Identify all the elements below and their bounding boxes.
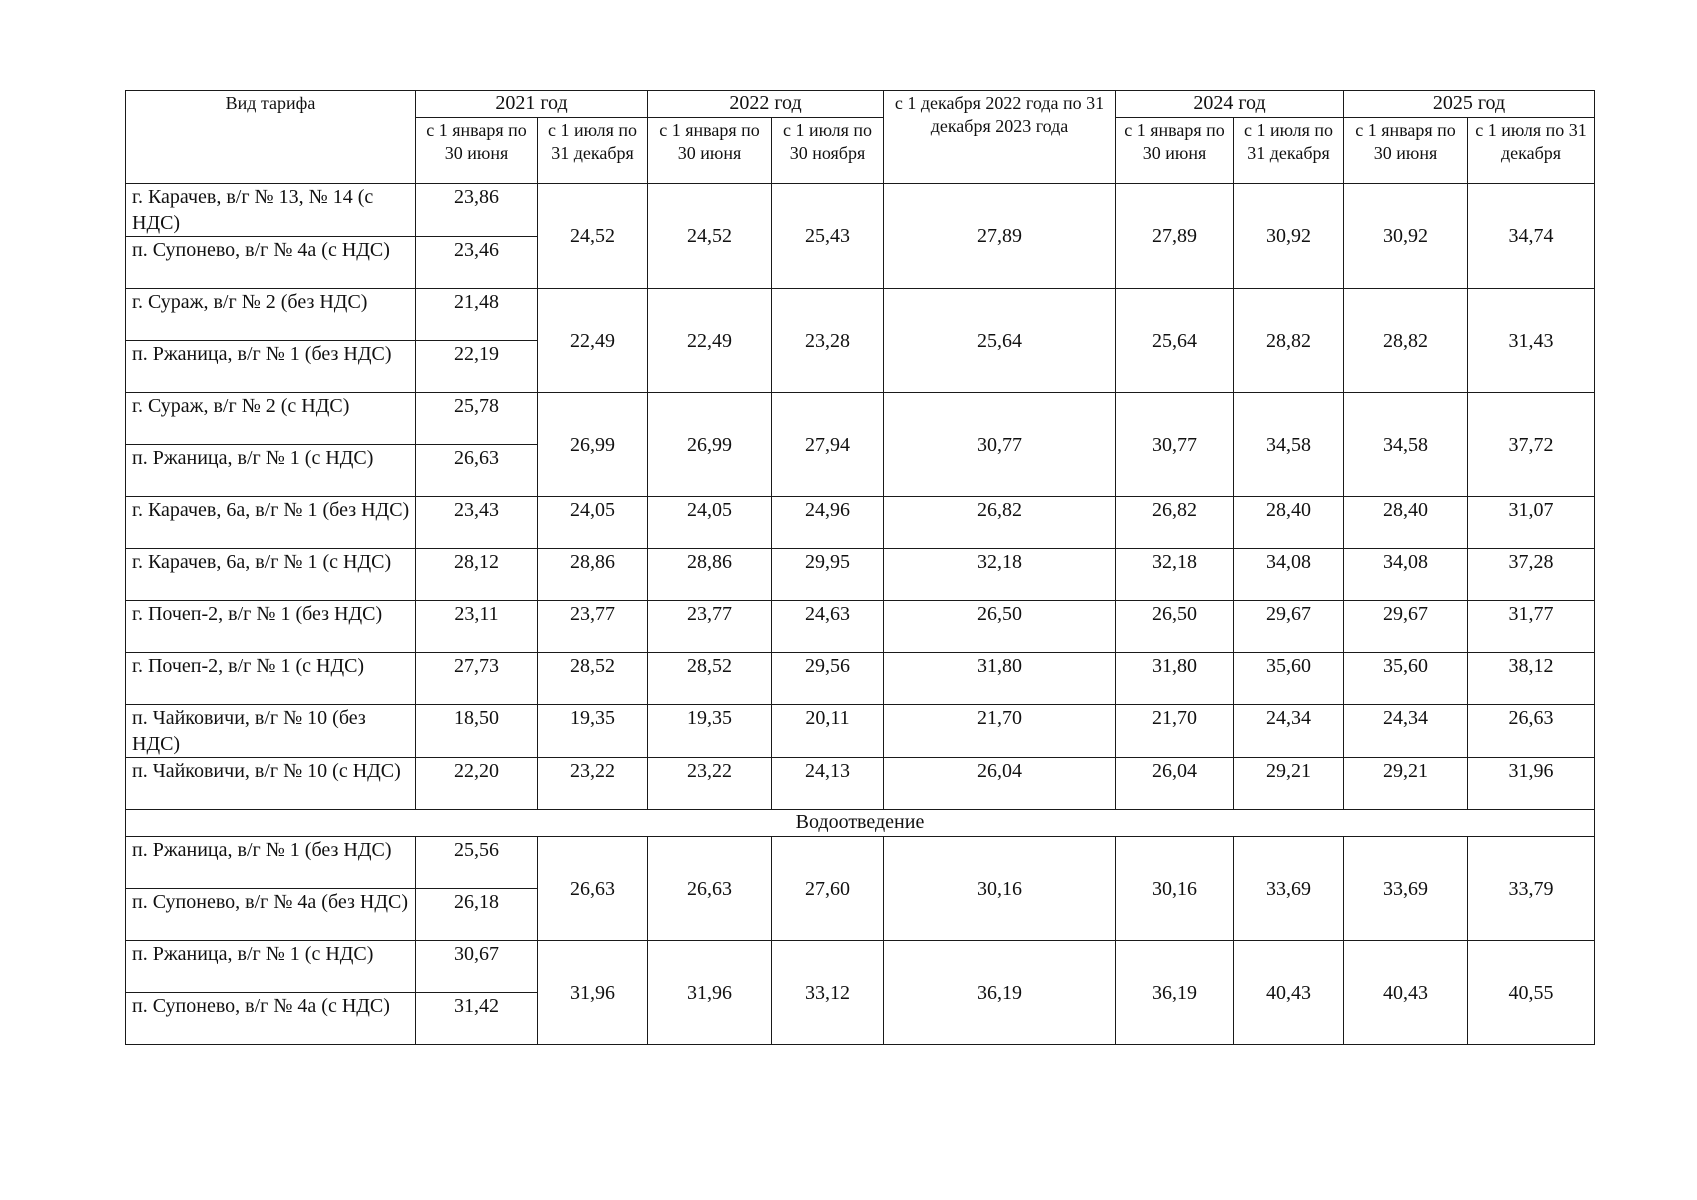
tariff-value: 29,67: [1234, 601, 1344, 653]
tariff-table: [125, 90, 1595, 1045]
header-period: с 1 января по 30 июня: [416, 118, 538, 184]
header-period: с 1 июля по 31 декабря: [1234, 118, 1344, 184]
tariff-name: п. Чайковичи, в/г № 10 (без НДС): [126, 705, 416, 758]
tariff-value: 26,63: [416, 445, 538, 497]
tariff-value: 33,12: [772, 941, 884, 1045]
header-year-2025: 2025 год: [1344, 91, 1595, 118]
tariff-value: 23,43: [416, 497, 538, 549]
tariff-name: г. Сураж, в/г № 2 (без НДС): [126, 289, 416, 341]
tariff-value: 31,43: [1468, 289, 1595, 393]
header-tariff-type: Вид тарифа: [126, 91, 416, 184]
table-row: [126, 758, 1595, 810]
tariff-value: 34,08: [1234, 549, 1344, 601]
tariff-value: 22,19: [416, 341, 538, 393]
tariff-value: 24,63: [772, 601, 884, 653]
tariff-value: 33,69: [1344, 837, 1468, 941]
tariff-value: 19,35: [648, 705, 772, 758]
tariff-value: 30,77: [1116, 393, 1234, 497]
tariff-value: 26,04: [1116, 758, 1234, 810]
tariff-value: 33,69: [1234, 837, 1344, 941]
tariff-value: 29,67: [1344, 601, 1468, 653]
tariff-value: 31,96: [648, 941, 772, 1045]
tariff-value: 29,95: [772, 549, 884, 601]
tariff-value: 22,20: [416, 758, 538, 810]
section-row: [126, 810, 1595, 837]
tariff-value: 21,70: [884, 705, 1116, 758]
tariff-value: 24,13: [772, 758, 884, 810]
table-row: [126, 549, 1595, 601]
tariff-value: 36,19: [884, 941, 1116, 1045]
tariff-name: п. Супонево, в/г № 4а (без НДС): [126, 889, 416, 941]
section-title: Водоотведение: [126, 810, 1595, 837]
tariff-value: 24,34: [1234, 705, 1344, 758]
table-row: [126, 393, 1595, 445]
tariff-value: 30,67: [416, 941, 538, 993]
header-year-2024: 2024 год: [1116, 91, 1344, 118]
tariff-name: п. Ржаница, в/г № 1 (без НДС): [126, 837, 416, 889]
tariff-value: 24,52: [648, 184, 772, 289]
tariff-value: 35,60: [1234, 653, 1344, 705]
tariff-value: 23,86: [416, 184, 538, 237]
table-row: [126, 837, 1595, 889]
tariff-value: 26,82: [884, 497, 1116, 549]
tariff-value: 30,92: [1234, 184, 1344, 289]
tariff-value: 23,77: [538, 601, 648, 653]
tariff-value: 23,22: [648, 758, 772, 810]
tariff-value: 34,58: [1234, 393, 1344, 497]
tariff-value: 28,82: [1234, 289, 1344, 393]
table-row: [126, 653, 1595, 705]
tariff-value: 26,63: [648, 837, 772, 941]
tariff-value: 36,19: [1116, 941, 1234, 1045]
tariff-value: 25,43: [772, 184, 884, 289]
tariff-name: п. Супонево, в/г № 4а (с НДС): [126, 237, 416, 289]
tariff-value: 30,92: [1344, 184, 1468, 289]
tariff-value: 25,64: [884, 289, 1116, 393]
tariff-value: 40,43: [1234, 941, 1344, 1045]
tariff-value: 21,48: [416, 289, 538, 341]
tariff-value: 26,99: [538, 393, 648, 497]
tariff-value: 34,74: [1468, 184, 1595, 289]
tariff-value: 23,11: [416, 601, 538, 653]
tariff-value: 26,50: [884, 601, 1116, 653]
tariff-value: 28,86: [538, 549, 648, 601]
tariff-name: п. Ржаница, в/г № 1 (с НДС): [126, 445, 416, 497]
tariff-value: 25,64: [1116, 289, 1234, 393]
tariff-value: 26,04: [884, 758, 1116, 810]
tariff-value: 20,11: [772, 705, 884, 758]
tariff-value: 27,73: [416, 653, 538, 705]
header-period: с 1 июля по 31 декабря: [538, 118, 648, 184]
tariff-value: 25,56: [416, 837, 538, 889]
tariff-value: 19,35: [538, 705, 648, 758]
tariff-value: 24,05: [648, 497, 772, 549]
table-row: [126, 184, 1595, 237]
header-period: с 1 июля по 30 ноября: [772, 118, 884, 184]
tariff-value: 28,40: [1234, 497, 1344, 549]
header-period: с 1 января по 30 июня: [1116, 118, 1234, 184]
tariff-value: 26,50: [1116, 601, 1234, 653]
tariff-value: 31,96: [538, 941, 648, 1045]
tariff-value: 33,79: [1468, 837, 1595, 941]
tariff-value: 25,78: [416, 393, 538, 445]
tariff-value: 30,16: [884, 837, 1116, 941]
tariff-value: 31,96: [1468, 758, 1595, 810]
header-period: с 1 января по 30 июня: [1344, 118, 1468, 184]
tariff-name: п. Чайковичи, в/г № 10 (с НДС): [126, 758, 416, 810]
tariff-value: 30,16: [1116, 837, 1234, 941]
tariff-value: 34,58: [1344, 393, 1468, 497]
tariff-value: 29,21: [1234, 758, 1344, 810]
tariff-value: 26,82: [1116, 497, 1234, 549]
tariff-value: 26,63: [1468, 705, 1595, 758]
tariff-value: 32,18: [884, 549, 1116, 601]
header-year-2021: 2021 год: [416, 91, 648, 118]
table-row: [126, 289, 1595, 341]
header-year-2022: 2022 год: [648, 91, 884, 118]
tariff-name: п. Супонево, в/г № 4а (с НДС): [126, 993, 416, 1045]
tariff-value: 22,49: [538, 289, 648, 393]
tariff-value: 31,77: [1468, 601, 1595, 653]
tariff-value: 28,52: [648, 653, 772, 705]
tariff-value: 23,28: [772, 289, 884, 393]
tariff-value: 27,60: [772, 837, 884, 941]
tariff-value: 21,70: [1116, 705, 1234, 758]
header-period: с 1 января по 30 июня: [648, 118, 772, 184]
tariff-value: 40,55: [1468, 941, 1595, 1045]
table-row: [126, 497, 1595, 549]
tariff-value: 40,43: [1344, 941, 1468, 1045]
tariff-name: г. Сураж, в/г № 2 (с НДС): [126, 393, 416, 445]
tariff-value: 31,07: [1468, 497, 1595, 549]
tariff-value: 24,52: [538, 184, 648, 289]
header-period: с 1 июля по 31 декабря: [1468, 118, 1595, 184]
tariff-value: 23,46: [416, 237, 538, 289]
tariff-value: 34,08: [1344, 549, 1468, 601]
tariff-value: 37,28: [1468, 549, 1595, 601]
tariff-name: г. Почеп-2, в/г № 1 (с НДС): [126, 653, 416, 705]
tariff-value: 24,05: [538, 497, 648, 549]
tariff-value: 26,99: [648, 393, 772, 497]
tariff-value: 23,22: [538, 758, 648, 810]
tariff-value: 28,82: [1344, 289, 1468, 393]
table-body: [126, 184, 1595, 1045]
tariff-value: 26,18: [416, 889, 538, 941]
tariff-value: 27,94: [772, 393, 884, 497]
tariff-value: 22,49: [648, 289, 772, 393]
tariff-value: 31,42: [416, 993, 538, 1045]
tariff-name: п. Ржаница, в/г № 1 (с НДС): [126, 941, 416, 993]
tariff-value: 30,77: [884, 393, 1116, 497]
tariff-value: 29,56: [772, 653, 884, 705]
tariff-value: 26,63: [538, 837, 648, 941]
tariff-value: 28,52: [538, 653, 648, 705]
tariff-value: 28,86: [648, 549, 772, 601]
tariff-value: 28,12: [416, 549, 538, 601]
header-period-dec2022-dec2023: с 1 декабря 2022 года по 31 декабря 2023 года: [884, 91, 1116, 184]
tariff-value: 28,40: [1344, 497, 1468, 549]
table-row: [126, 941, 1595, 993]
tariff-value: 29,21: [1344, 758, 1468, 810]
tariff-value: 35,60: [1344, 653, 1468, 705]
tariff-value: 18,50: [416, 705, 538, 758]
tariff-value: 24,96: [772, 497, 884, 549]
tariff-name: г. Почеп-2, в/г № 1 (без НДС): [126, 601, 416, 653]
tariff-value: 24,34: [1344, 705, 1468, 758]
table-row: [126, 601, 1595, 653]
tariff-value: 27,89: [1116, 184, 1234, 289]
tariff-value: 23,77: [648, 601, 772, 653]
tariff-name: г. Карачев, в/г № 13, № 14 (с НДС): [126, 184, 416, 237]
tariff-name: г. Карачев, 6а, в/г № 1 (без НДС): [126, 497, 416, 549]
tariff-value: 31,80: [884, 653, 1116, 705]
tariff-value: 32,18: [1116, 549, 1234, 601]
tariff-name: п. Ржаница, в/г № 1 (без НДС): [126, 341, 416, 393]
tariff-value: 31,80: [1116, 653, 1234, 705]
tariff-value: 38,12: [1468, 653, 1595, 705]
tariff-value: 37,72: [1468, 393, 1595, 497]
tariff-value: 27,89: [884, 184, 1116, 289]
table-row: [126, 705, 1595, 758]
tariff-name: г. Карачев, 6а, в/г № 1 (с НДС): [126, 549, 416, 601]
